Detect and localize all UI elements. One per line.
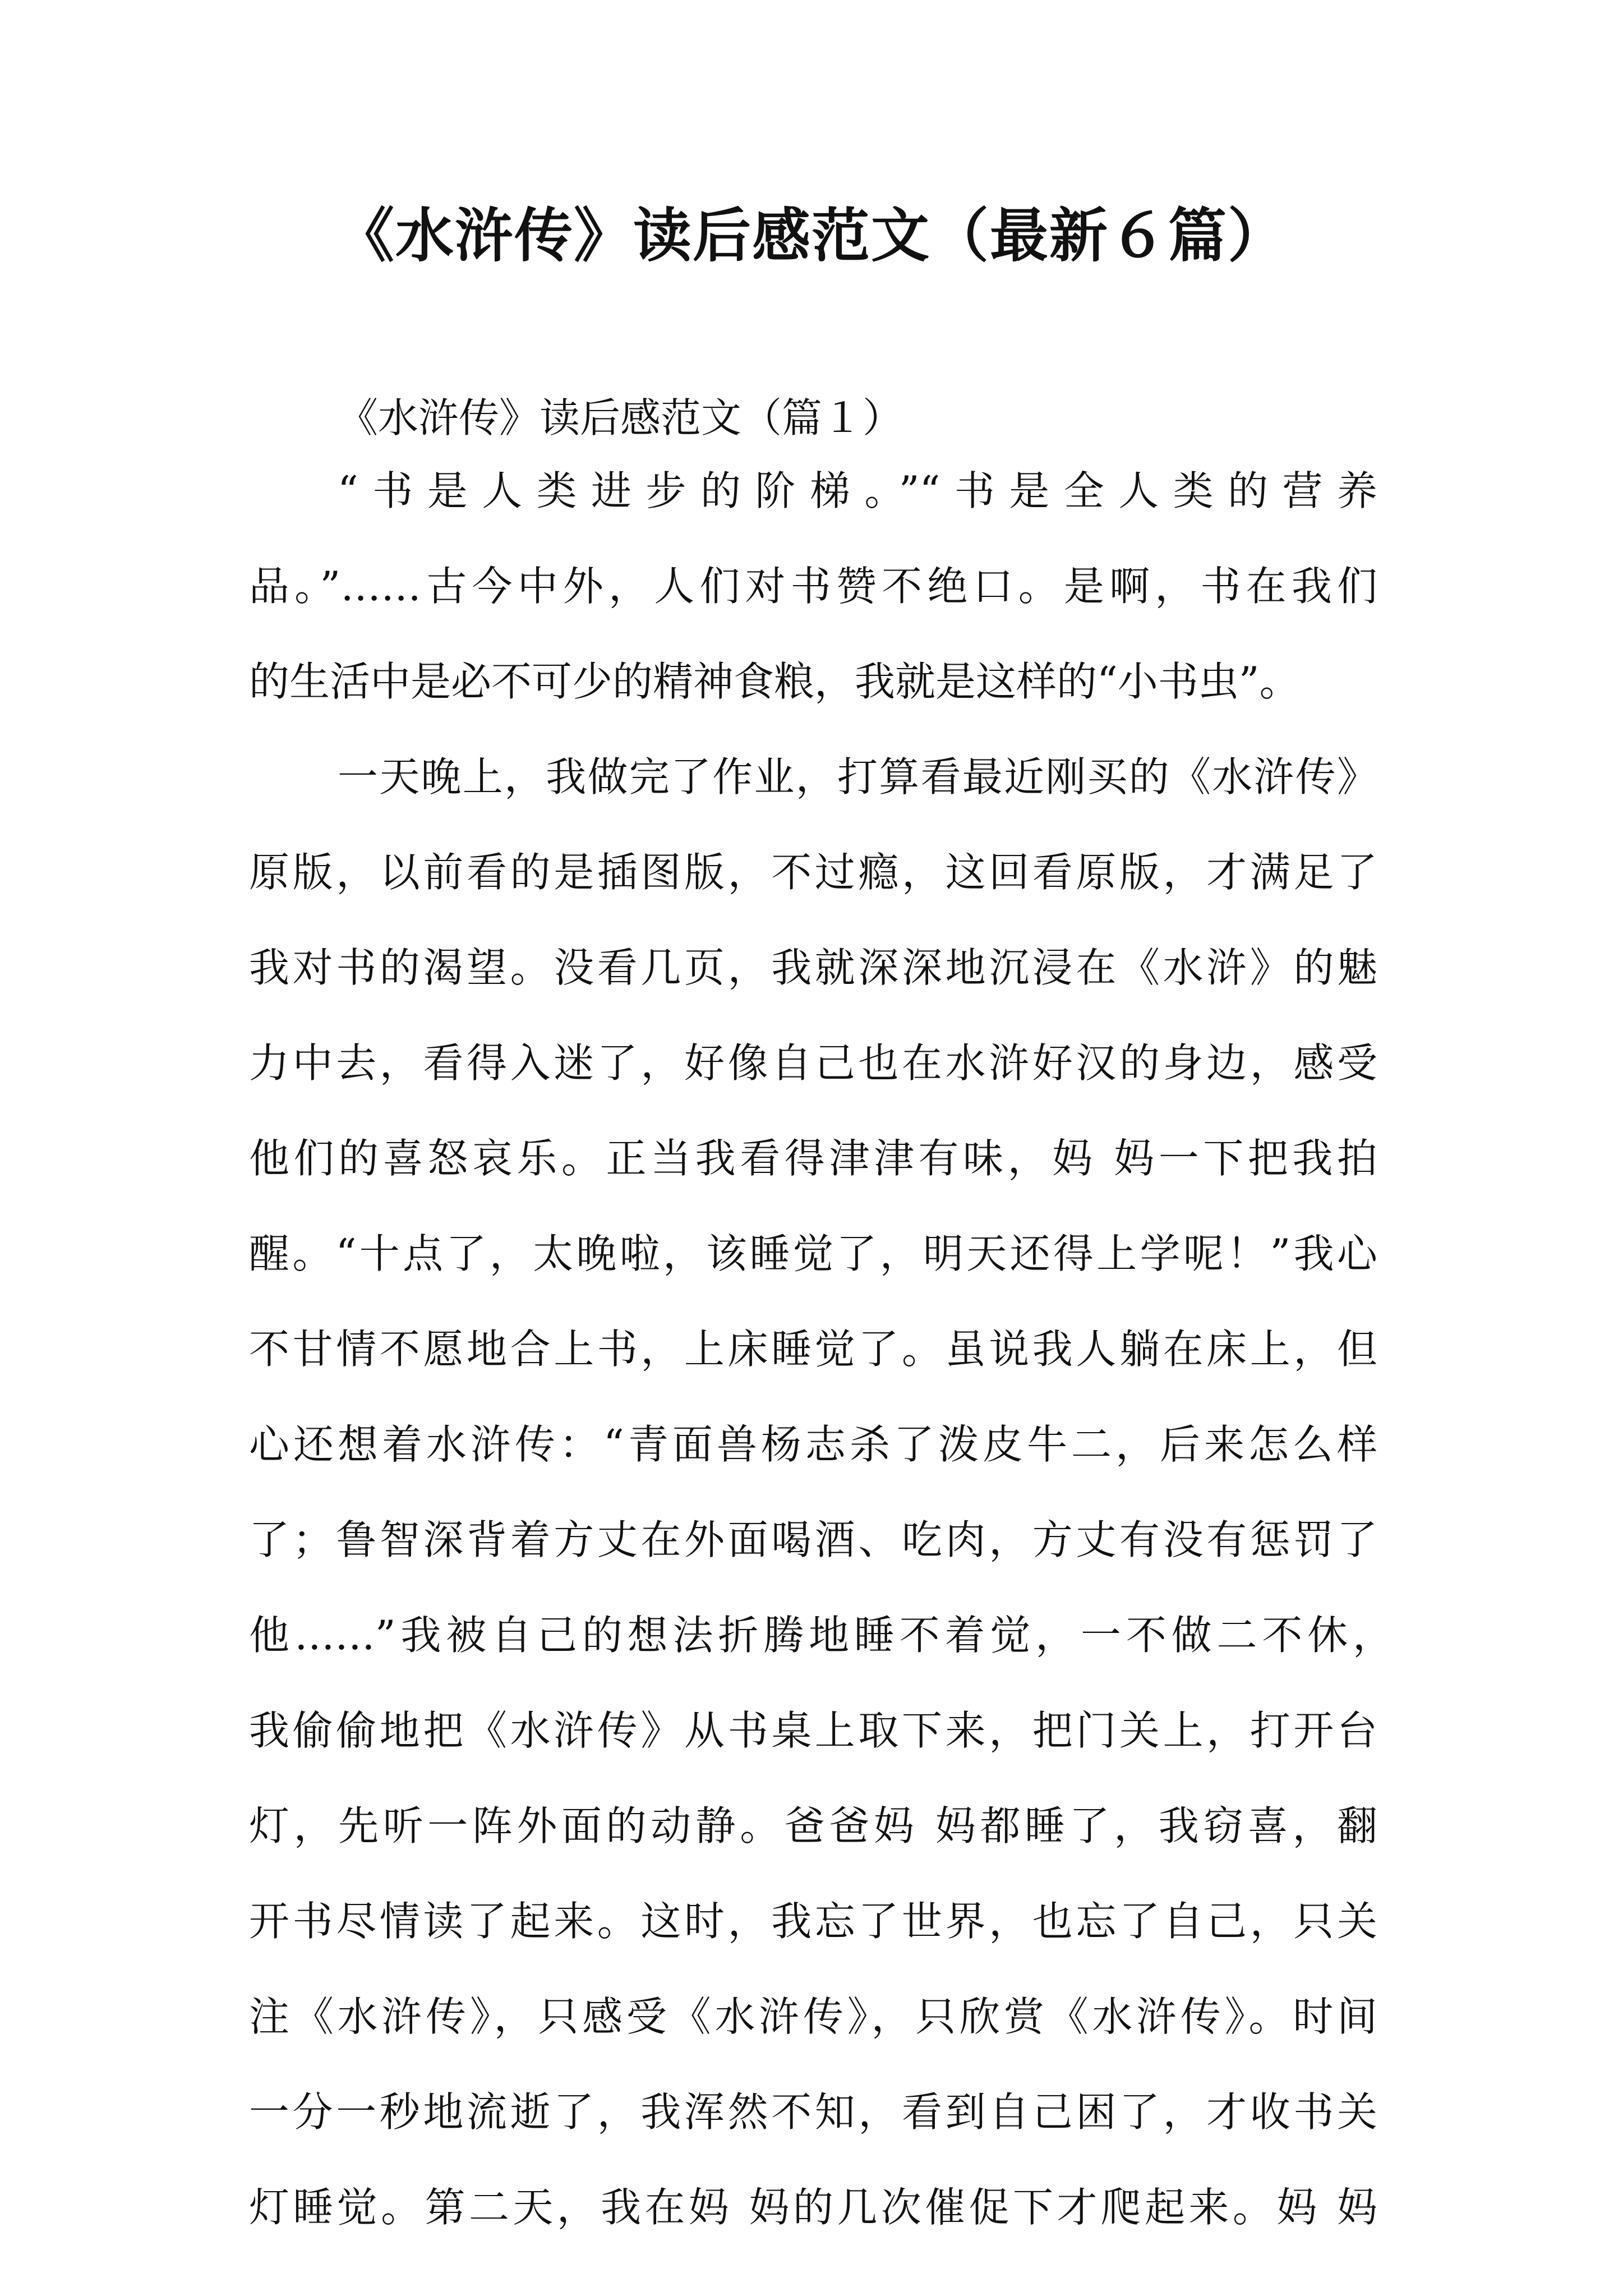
section-heading: 《水浒传》读后感范文（篇１） bbox=[338, 394, 903, 441]
body-line: 品。”……古今中外，人们对书赞不绝口。是啊，书在我们 bbox=[249, 563, 1377, 610]
body-line: 开书尽情读了起来。这时，我忘了世界，也忘了自己，只关 bbox=[249, 1898, 1377, 1945]
document-title: 《水浒传》读后感范文（最新６篇） bbox=[335, 201, 1287, 270]
body-line: 一分一秒地流逝了，我浑然不知，看到自己困了，才收书关 bbox=[249, 2088, 1377, 2136]
body-line: 灯，先听一阵外面的动静。爸爸妈 妈都睡了，我窃喜，翻 bbox=[249, 1802, 1377, 1849]
body-line: “书是人类进步的阶梯。”“书是全人类的营养 bbox=[338, 467, 1377, 514]
body-line: 注《水浒传》，只感受《水浒传》，只欣赏《水浒传》。时间 bbox=[249, 1993, 1377, 2040]
body-line: 他……”我被自己的想法折腾地睡不着觉，一不做二不休， bbox=[249, 1612, 1393, 1659]
body-line: 原版，以前看的是插图版，不过瘾，这回看原版，才满足了 bbox=[249, 849, 1377, 896]
body-line: 力中去，看得入迷了，好像自己也在水浒好汉的身边，感受 bbox=[249, 1039, 1377, 1087]
body-line: 一天晚上，我做完了作业，打算看最近刚买的《水浒传》 bbox=[338, 753, 1377, 800]
body-line: 心还想着水浒传：“青面兽杨志杀了泼皮牛二，后来怎么样 bbox=[249, 1421, 1377, 1468]
body-line: 他们的喜怒哀乐。正当我看得津津有味，妈 妈一下把我拍 bbox=[249, 1135, 1377, 1182]
body-line: 了；鲁智深背着方丈在外面喝酒、吃肉，方丈有没有惩罚了 bbox=[249, 1516, 1377, 1563]
body-line: 灯睡觉。第二天，我在妈 妈的几次催促下才爬起来。妈 妈 bbox=[249, 2184, 1377, 2231]
body-line: 醒。“十点了，太晚啦，该睡觉了，明天还得上学呢！”我心 bbox=[249, 1230, 1377, 1277]
body-line: 我偷偷地把《水浒传》从书桌上取下来，把门关上，打开台 bbox=[249, 1707, 1377, 1754]
body-line: 我对书的渴望。没看几页，我就深深地沉浸在《水浒》的魅 bbox=[249, 944, 1377, 991]
body-line: 不甘情不愿地合上书，上床睡觉了。虽说我人躺在床上，但 bbox=[249, 1326, 1377, 1373]
body-line: 的生活中是必不可少的精神食粮，我就是这样的“小书虫”。 bbox=[249, 658, 1300, 705]
